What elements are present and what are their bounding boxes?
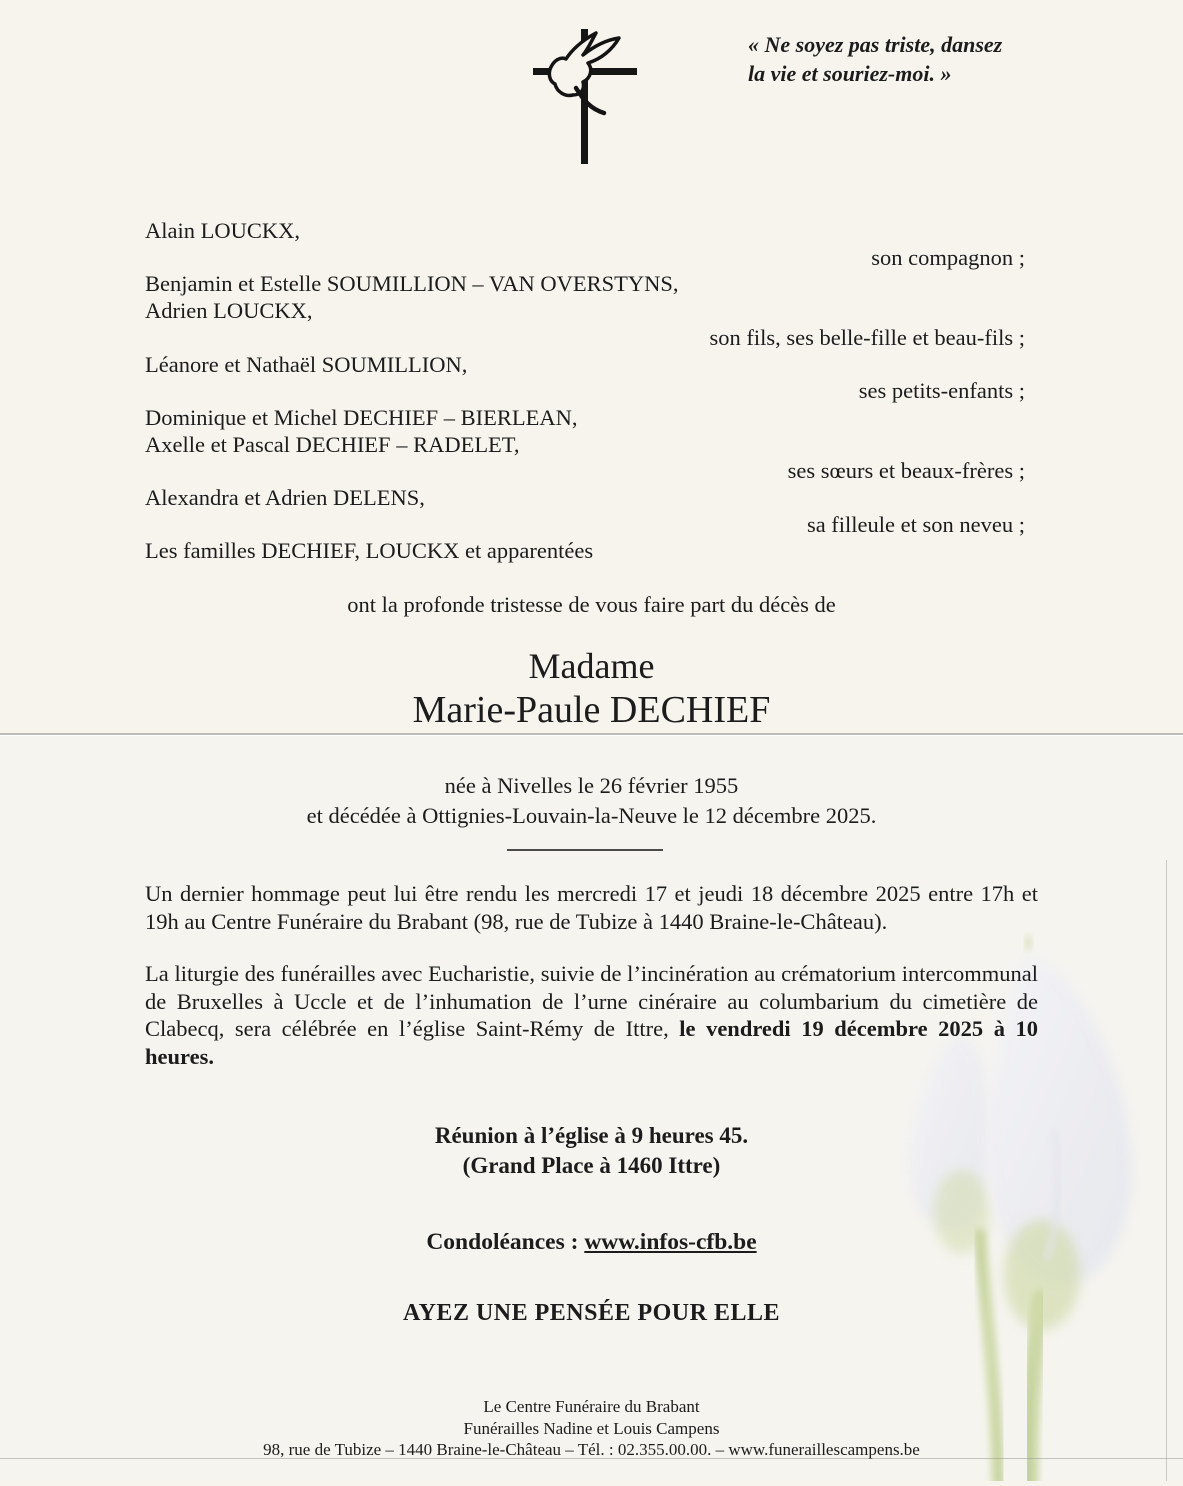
funeral-home-footer: [0, 1396, 1183, 1461]
deceased-block: [0, 648, 1183, 729]
funeral-home-address: 98, rue de Tubize – 1440 Braine-le-Château – Tél. : 02.355.00.00. – www.funeraillescampens.be: [263, 1440, 920, 1459]
liturgy-date-bold: le vendredi 19 décembre 2025 à 10 heures.: [145, 1016, 1038, 1069]
cross-with-dove-icon: [520, 22, 644, 172]
funeral-home-name: Le Centre Funéraire du Brabant: [483, 1397, 700, 1416]
mourner-name: Adrien LOUCKX,: [145, 298, 313, 324]
liturgy-paragraph: [145, 960, 1038, 1070]
funeral-home-operators: Funérailles Nadine et Louis Campens: [463, 1418, 720, 1438]
mourner-name: Alain LOUCKX,: [145, 218, 300, 243]
quote-line-2: la vie et souriez-moi. »: [748, 61, 952, 86]
mourner-relation: ses petits-enfants ;: [858, 378, 1025, 404]
mourner-name: Les familles DECHIEF, LOUCKX et apparentées: [145, 538, 594, 564]
mourner-name: Léanore et Nathaël SOUMILLION,: [145, 351, 468, 377]
meeting-time-line: Réunion à l’église à 9 heures 45.: [434, 1123, 749, 1148]
condolences-label: Condoléances :: [426, 1229, 585, 1255]
meeting-place-line: (Grand Place à 1460 Ittre): [462, 1153, 721, 1178]
closing-sentence: AYEZ UNE PENSÉE POUR ELLE: [402, 1300, 781, 1326]
mourner-relation: son fils, ses belle-fille et beau-fils ;: [709, 324, 1025, 350]
birth-line: née à Nivelles le 26 février 1955: [444, 773, 739, 798]
section-divider: [507, 849, 663, 851]
condolences-link[interactable]: www.infos-cfb.be: [584, 1229, 757, 1255]
announcement-sentence: ont la profonde tristesse de vous faire part du décès de: [347, 592, 836, 617]
mourner-name: Alexandra et Adrien DELENS,: [145, 485, 425, 511]
meeting-block: [0, 1121, 1183, 1181]
scan-fold-line: [0, 733, 1183, 735]
viewing-paragraph: Un dernier hommage peut lui être rendu les mercredi 17 et jeudi 18 décembre 2025 entre 17h et 19h au Centre Funéraire du Brabant (98, rue de Tubize à 1440 Braine-le-Château).: [145, 881, 1038, 934]
deceased-title: Madame: [528, 646, 655, 686]
death-line: et décédée à Ottignies-Louvain-la-Neuve le 12 décembre 2025.: [306, 803, 877, 828]
memorial-quote: [748, 30, 1058, 88]
mourner-name: Benjamin et Estelle SOUMILLION – VAN OVERSTYNS,: [145, 271, 679, 297]
quote-line-1: « Ne soyez pas triste, dansez: [748, 32, 1003, 57]
mourner-name: Dominique et Michel DECHIEF – BIERLEAN,: [145, 404, 578, 430]
mourner-name: Axelle et Pascal DECHIEF – RADELET,: [145, 431, 520, 457]
liturgy-text: La liturgie des funérailles avec Eucharistie, suivie de l’incinération au crématorium intercommunal de Bruxelles à Uccle et de l’inhumation de l’urne cinéraire au columbarium du cimetière de Clabecq, sera célébrée en l’église Saint-Rémy de Ittre,: [145, 961, 1038, 1041]
deceased-name: Marie-Paule DECHIEF: [412, 689, 771, 731]
family-names-block: [145, 218, 1025, 565]
life-dates-block: [0, 771, 1183, 831]
mourner-relation: sa filleule et son neveu ;: [806, 511, 1025, 537]
mourner-relation: ses sœurs et beaux-frères ;: [787, 458, 1025, 484]
mourner-relation: son compagnon ;: [871, 244, 1025, 270]
condolences-line: [0, 1229, 1183, 1256]
